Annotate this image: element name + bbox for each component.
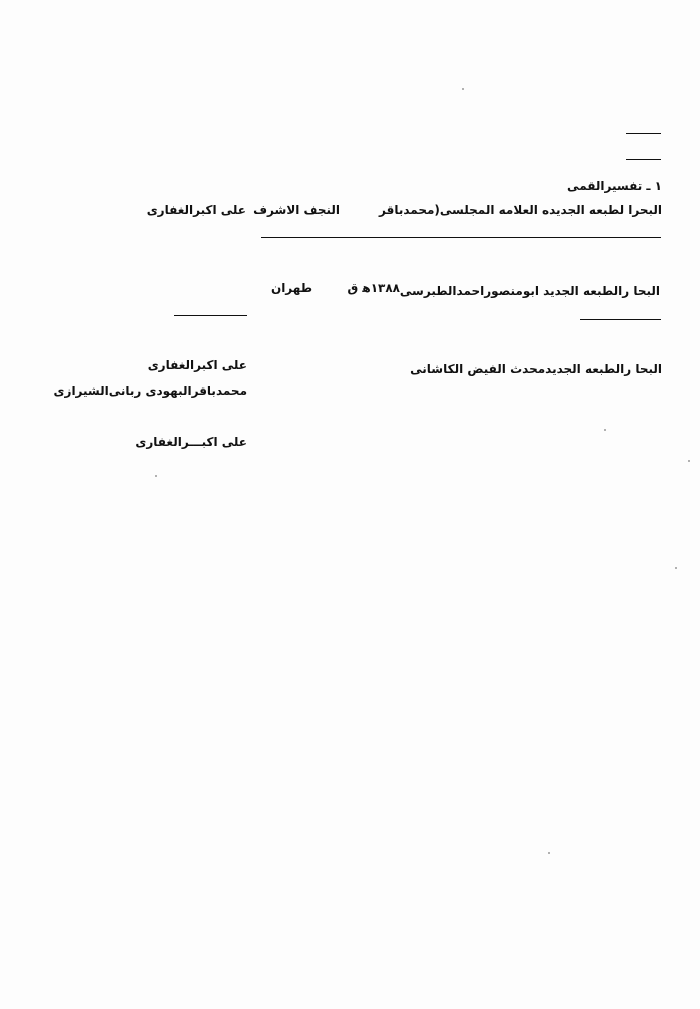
entry1-publisher: النجف الاشرف (253, 203, 340, 217)
top-dash-2 (626, 159, 661, 160)
entry2-underline (580, 319, 661, 320)
scan-speck (548, 852, 550, 854)
top-dash-1 (626, 133, 661, 134)
entry1-heading: ١ ـ تفسيرالقمى (567, 179, 662, 193)
entry1-line: البحرا لطبعه الجديده العلامه المجلسى(محمدباقر (379, 203, 662, 217)
right-column-dash (174, 315, 247, 316)
scan-speck (688, 460, 690, 462)
entry1-right-name: على اكبرالغفارى (146, 203, 246, 217)
entry2-city: طهران (270, 281, 312, 295)
scan-speck (604, 429, 606, 431)
scan-speck (155, 475, 157, 477)
entry1-underline (261, 237, 661, 238)
scan-speck (462, 88, 464, 90)
right-name-2: محمدباقرالبهودى ربانى‌الشيرازى (53, 384, 247, 398)
right-name-3: على اكبـــرالغفارى (135, 435, 247, 449)
entry2-year: ١٣٨٨ﻫ ق (347, 281, 400, 295)
entry3-line: البحا رالطبعه الجديدمحدث الفيض الكاشانى (410, 362, 662, 376)
scan-speck (675, 567, 677, 569)
entry2-line: البحا رالطبعه الجديد ابومنصوراحمدالطبرسى (399, 284, 660, 298)
right-name-1: على اكبرالغفارى (147, 358, 247, 372)
